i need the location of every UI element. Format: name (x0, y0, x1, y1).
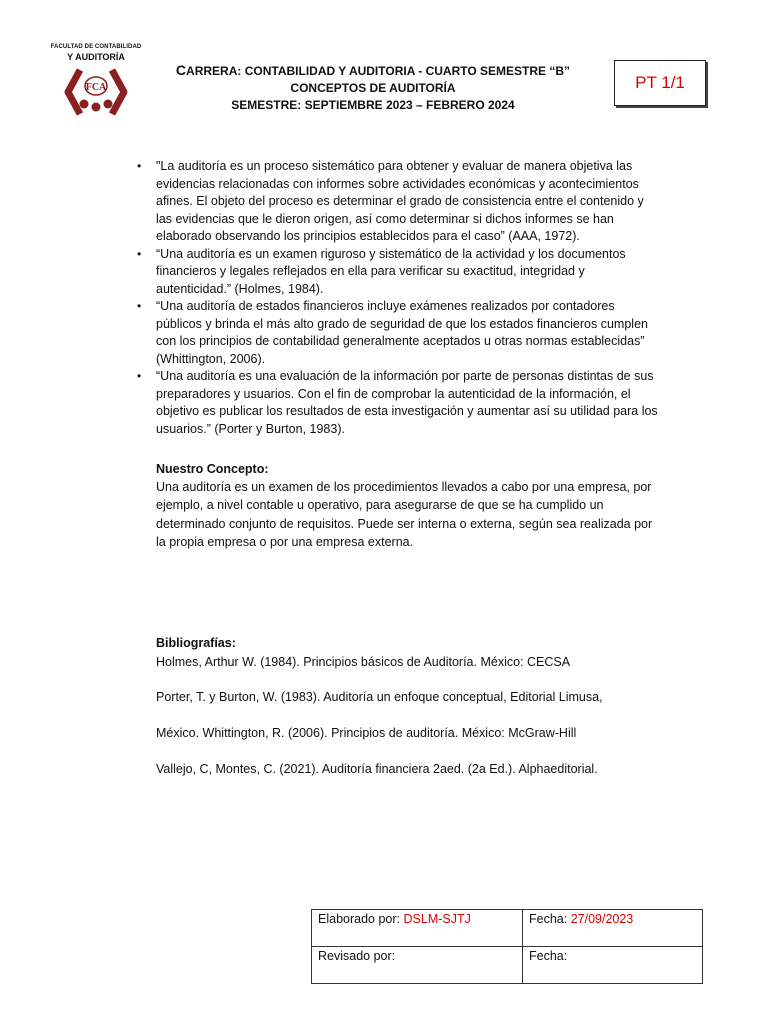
definition-item: • “Una auditoría de estados financieros incluye exámenes realizados por contadores públicos y brinda el más alto grado de seguridad de que los estados financieros cumplen con los principios de contabilidad generalmente aceptados u otras normas establecidas” (Whittington, 2006). (156, 298, 662, 368)
prepared-date-value: 27/09/2023 (570, 912, 634, 926)
faculty-logo (50, 44, 142, 122)
document-header (150, 62, 596, 114)
header-career-line (150, 62, 596, 80)
concept-title: Nuestro Concepto: (156, 462, 269, 476)
prepared-date-cell (523, 910, 703, 947)
prepared-date-label: Fecha: (529, 912, 568, 926)
header-career-initial: C (175, 62, 187, 78)
signoff-row-prepared (312, 910, 703, 947)
logo-emblem-text: FCA (85, 82, 107, 93)
header-subject-line: CONCEPTOS DE AUDITORÍA (290, 81, 456, 95)
bibliography-entry: México. Whittington, R. (2006). Principios de auditoría. México: McGraw-Hill (156, 726, 577, 740)
signoff-row-reviewed (312, 947, 703, 984)
reviewed-date-label: Fecha: (529, 949, 568, 963)
definitions-list (156, 158, 662, 438)
logo-text-line1: FACULTAD DE CONTABILIDAD (50, 44, 142, 50)
concept-section (156, 460, 662, 551)
bibliography-entry: Holmes, Arthur W. (1984). Principios básicos de Auditoría. México: CECSA (156, 655, 571, 669)
header-career-text: ARRERA: CONTABILIDAD Y AUDITORIA - CUARTO SEMESTRE “B” (186, 64, 571, 78)
header-semester-line: SEMESTRE: SEPTIEMBRE 2023 – FEBRERO 2024 (231, 98, 515, 112)
reviewed-date-cell (523, 947, 703, 984)
definition-item: • “Una auditoría es un examen riguroso y sistemático de la actividad y los documentos financieros y legales reflejados en ella para verificar su exactitud, integridad y autenticidad.” (Holmes, 1984). (156, 246, 662, 299)
reviewed-by-cell (312, 947, 523, 984)
reviewed-by-label: Revisado por: (318, 949, 396, 963)
concept-body: Una auditoría es un examen de los procedimientos llevados a cabo por una empresa, por ejemplo, a nivel contable u operativo, para asegurarse de que se ha cumplido un determinado conjunto de requisitos. Puede ser interna o externa, según sea realizada por la propia empresa o por una empresa externa. (156, 480, 653, 549)
page-tag-text: PT 1/1 (635, 73, 685, 92)
signoff-table (311, 909, 703, 984)
page-tag-box (614, 60, 706, 106)
prepared-by-label: Elaborado por: (318, 912, 401, 926)
definition-item: • "La auditoría es un proceso sistemático para obtener y evaluar de manera objetiva las evidencias relacionadas con informes sobre actividades económicas y acontecimientos afines. El objeto del proceso es determinar el grado de consistencia entre el contenido y las evidencias que le dieron origen, así como determinar si dichos informes se han elaborado observando los principios establecidos para el caso” (AAA, 1972). (156, 158, 662, 246)
bibliography-title: Bibliografías: (156, 636, 236, 650)
definitions-section (156, 158, 662, 438)
logo-text-line2: Y AUDITORÍA (67, 52, 125, 62)
bibliography-entry: Porter, T. y Burton, W. (1983). Auditoría un enfoque conceptual, Editorial Limusa, (156, 690, 603, 704)
definition-item: • “Una auditoría es una evaluación de la información por parte de personas distintas de sus preparadores y usuarios. Con el fin de comprobar la autenticidad de la información, el objetivo es publicar los resultados de esta investigación y aumentar así su utilidad para los usuarios.” (Porter y Burton, 1983). (156, 368, 662, 438)
prepared-by-cell (312, 910, 523, 947)
bibliography-entry: Vallejo, C, Montes, C. (2021). Auditoría financiera 2aed. (2a Ed.). Alphaeditorial. (156, 762, 598, 776)
prepared-by-value: DSLM-SJTJ (403, 912, 471, 926)
logo-emblem-icon (64, 64, 128, 120)
